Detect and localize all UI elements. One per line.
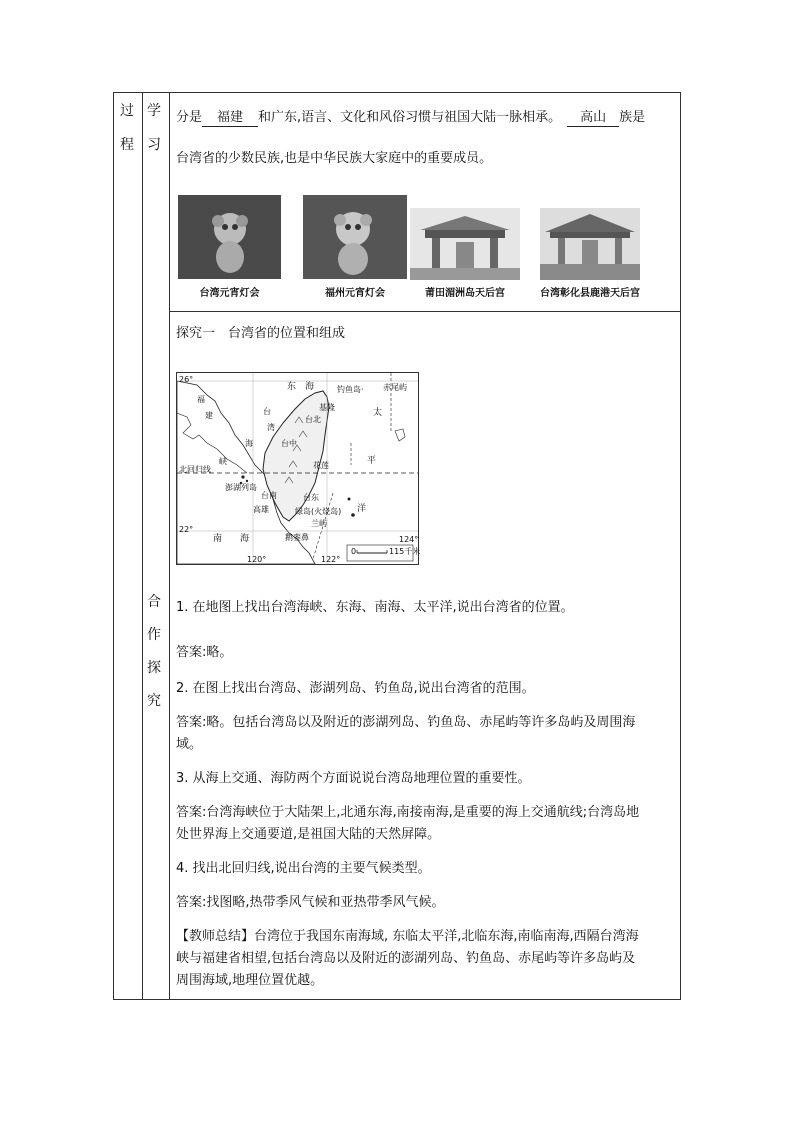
lantern-monkey-icon <box>303 195 407 279</box>
map-label: 东 海 <box>287 382 315 392</box>
map-label: 峡 <box>219 457 227 466</box>
map-label: 基隆 <box>319 403 335 412</box>
map-label: 台北 <box>305 415 321 424</box>
row-divider <box>169 311 680 312</box>
map-label: 高雄 <box>253 505 269 514</box>
column-divider-1 <box>142 93 143 999</box>
section-label-study: 习 <box>147 137 161 153</box>
teacher-summary-line: 【教师总结】台湾位于我国东南海域, 东临太平洋,北临东海,南临南海,西隔台湾海 <box>176 929 639 944</box>
map-label: 115千米 <box>389 547 421 556</box>
map-label: 台南 <box>261 491 277 500</box>
photo-temple-lukang <box>540 208 640 280</box>
section-label-explore: 作 <box>147 627 161 643</box>
temple-gate-icon <box>410 208 520 280</box>
section-label-study: 学 <box>147 103 161 119</box>
map-label: 花莲 <box>313 461 329 470</box>
blank-answer: 高山 <box>567 110 619 127</box>
column-divider-2 <box>169 93 170 999</box>
map-label: 0 <box>351 547 357 556</box>
photo-temple-meizhou <box>410 208 520 280</box>
map-label: 洋 <box>357 504 367 514</box>
answer-1: 答案:略。 <box>176 645 233 660</box>
answer-4: 答案:找图略,热带季风气候和亚热带季风气候。 <box>176 895 445 910</box>
map-label: 26° <box>179 375 194 384</box>
map-label: 台东 <box>303 493 319 502</box>
left-column-char: 过 <box>120 103 134 119</box>
lantern-monkey-icon <box>178 195 281 279</box>
answer-3-line: 处世界海上交通要道,是祖国大陆的天然屏障。 <box>176 827 441 842</box>
photo-lantern-taiwan <box>178 195 281 279</box>
map-label: 兰屿 <box>311 519 327 528</box>
map-label: 钓鱼岛· <box>337 385 364 394</box>
map-label: 绿岛(火烧岛) <box>295 507 342 516</box>
section-label-explore: 合 <box>147 594 161 610</box>
photo-caption: 莆田湄洲岛天后宫 <box>425 288 505 299</box>
question-1: 1. 在地图上找出台湾海峡、东海、南海、太平洋,说出台湾省的位置。 <box>176 600 574 615</box>
section-label-explore: 究 <box>147 693 161 709</box>
map-label: 太 <box>373 408 383 418</box>
question-3: 3. 从海上交通、海防两个方面说说台湾岛地理位置的重要性。 <box>176 771 531 786</box>
map-label: 澎湖列岛 <box>225 483 257 492</box>
map-label: 22° <box>179 525 194 534</box>
answer-2-line: 答案:略。包括台湾岛以及附近的澎湖列岛、钓鱼岛、赤尾屿等许多岛屿及周围海 <box>176 715 636 730</box>
section-label-explore: 探 <box>147 660 161 676</box>
answer-2-line: 域。 <box>176 737 203 752</box>
question-4: 4. 找出北回归线,说出台湾的主要气候类型。 <box>176 861 431 876</box>
map-label: 建 <box>205 411 213 420</box>
map-label: 122° <box>321 555 341 564</box>
map-label: 南 海 <box>213 534 250 544</box>
answer-3-line: 答案:台湾海峡位于大陆架上,北通东海,南接南海,是重要的海上交通航线;台湾岛地 <box>176 805 640 820</box>
map-label: 120° <box>247 555 267 564</box>
blank-answer: 福建 <box>202 110 258 127</box>
map-label: 124° <box>399 535 419 544</box>
photo-caption: 台湾元宵灯会 <box>199 288 260 299</box>
explore-heading: 探究一 台湾省的位置和组成 <box>176 326 346 341</box>
photo-caption: 台湾彰化县鹿港天后宫 <box>540 288 640 299</box>
map-label: 北回归线 <box>179 465 211 474</box>
map-label: 福 <box>197 395 205 404</box>
map-label: 台中 <box>281 439 297 448</box>
photo-lantern-fuzhou <box>303 195 407 279</box>
photo-caption: 福州元宵灯会 <box>325 288 385 299</box>
taiwan-map <box>176 372 419 565</box>
temple-gate-icon <box>540 208 640 280</box>
map-label: 鹅銮鼻 <box>285 533 309 542</box>
study-line-1: 分是 福建 和广东,语言、文化和风俗习惯与祖国大陆一脉相承。 高山 族是 <box>176 110 646 125</box>
question-2: 2. 在图上找出台湾岛、澎湖列岛、钓鱼岛,说出台湾省的范围。 <box>176 681 535 696</box>
map-label: 赤尾屿 <box>383 383 407 392</box>
teacher-summary-line: 周围海域,地理位置优越。 <box>176 973 324 988</box>
map-label: 海 <box>245 439 253 448</box>
map-label: 湾 <box>267 423 275 432</box>
study-line-2: 台湾省的少数民族,也是中华民族大家庭中的重要成员。 <box>176 151 493 166</box>
teacher-summary-line: 峡与福建省相望,包括台湾岛以及附近的澎湖列岛、钓鱼岛、赤尾屿等许多岛屿及 <box>176 951 636 966</box>
map-label: 平 <box>367 456 377 466</box>
left-column-char: 程 <box>120 137 134 153</box>
map-label: 台 <box>263 407 271 416</box>
